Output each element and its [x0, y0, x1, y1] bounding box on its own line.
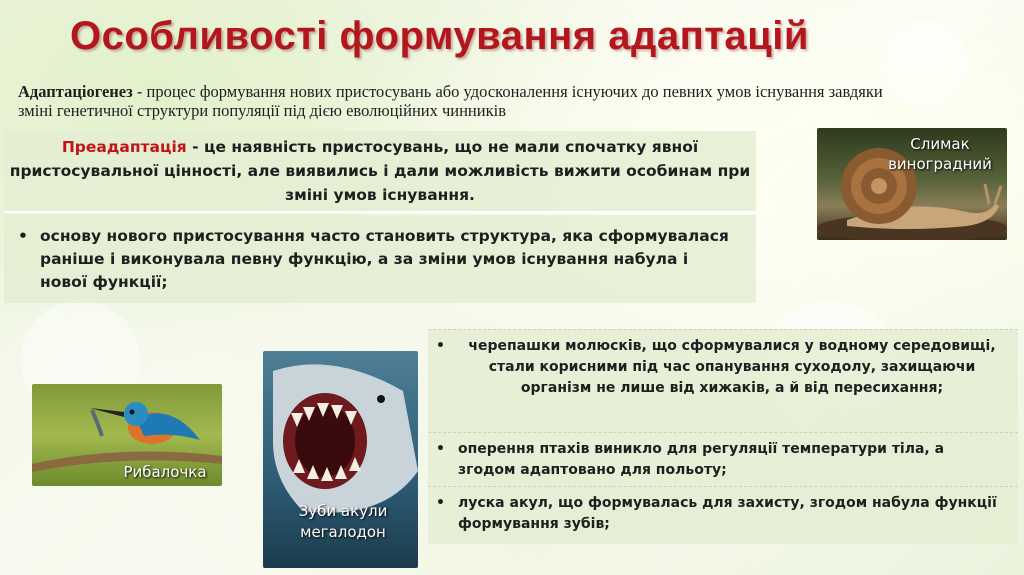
kingfisher-caption: Рибалочка	[123, 463, 207, 481]
preadaptation-panel	[4, 131, 756, 213]
example-text: луска акул, що формувалась для захисту, згодом набула функції формування зубів;	[458, 495, 997, 532]
shark-photo	[263, 351, 418, 568]
bullet-icon: •	[436, 495, 445, 511]
definition-term: Адаптаціогенез	[18, 82, 133, 101]
definition-paragraph	[18, 82, 908, 120]
list-item	[428, 486, 1018, 544]
list-item	[18, 225, 740, 294]
kingfisher-photo	[32, 384, 222, 486]
preadaptation-text: - це наявність пристосувань, що не мали спочатку явної пристосувальної цінності, але виявились і дали можливість вижити особинам при зміні умов існування.	[9, 138, 751, 204]
preadaptation-term: Преадаптація	[61, 138, 187, 156]
example-text: черепашки молюсків, що сформувалися у водному середовищі, стали корисними під час опанування суходолу, захищаючи організм не лише від хижаків, а й від пересихання;	[468, 338, 996, 396]
list-item	[428, 432, 1018, 486]
example-text: оперення птахів виникло для регуляції температури тіла, а згодом адаптовано для польоту;	[458, 441, 945, 478]
shark-caption: Зуби акули мегалодон	[298, 502, 388, 541]
examples-list	[428, 329, 1018, 554]
structure-panel	[4, 215, 756, 303]
bullet-icon: •	[436, 441, 445, 457]
list-item	[428, 329, 1018, 432]
structure-bullet-text: основу нового пристосування часто становить структура, яка сформувалася раніше і виконувала певну функцію, а за зміни умов існування набула і нової функції;	[40, 227, 729, 291]
bullet-icon: •	[18, 227, 28, 245]
snail-photo	[817, 128, 1007, 240]
definition-text: - процес формування нових пристосувань або удосконалення існуючих до певних умов існування завдяки зміні генетичної структури популяції під дією еволюційних чинників	[18, 82, 883, 120]
bullet-icon: •	[436, 338, 445, 354]
page-title: Особливості формування адаптацій	[70, 14, 809, 58]
snail-caption: Слимак виноградний	[888, 135, 992, 173]
